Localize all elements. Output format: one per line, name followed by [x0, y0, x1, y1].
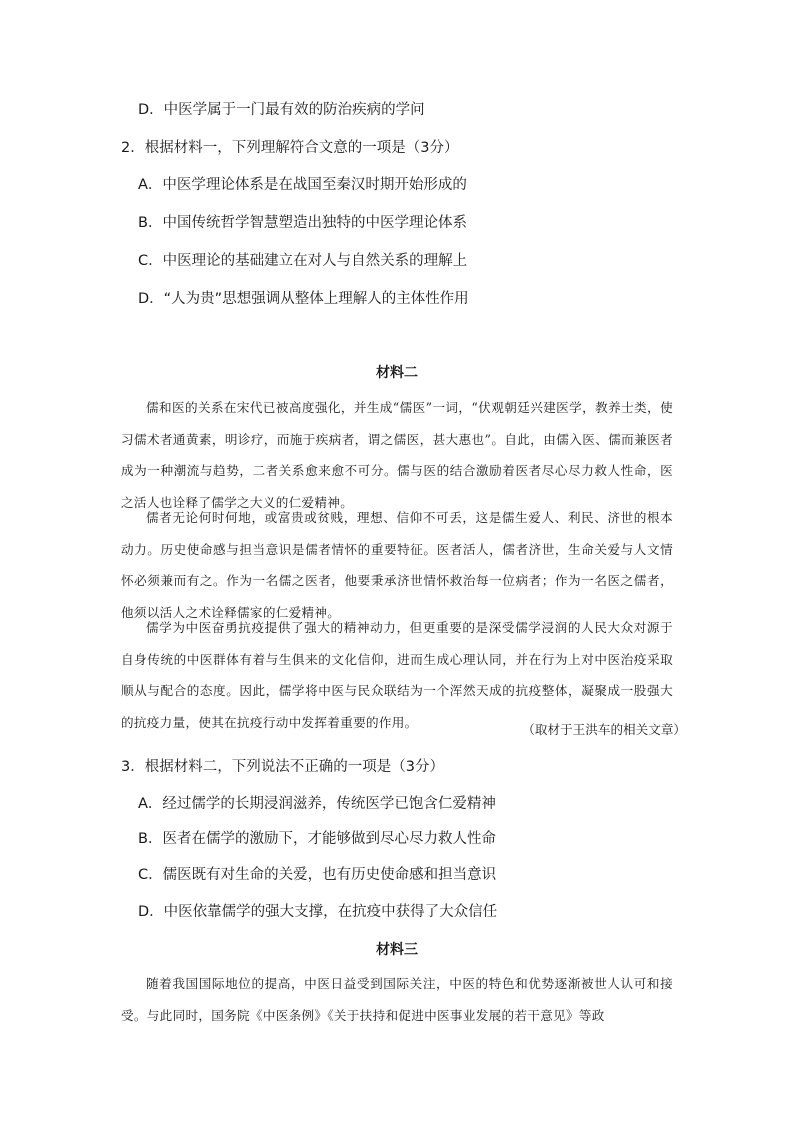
material-2-paragraph-3: 儒学为中医奋勇抗疫提供了强大的精神动力，但更重要的是深受儒学浸润的人民大众对源于自身传统的中医群体有着与生俱来的文化信仰，进而生成心理认同，并在行为上对中医治疫采取顺从与配合的态度。因此，儒学将中医与民众联结为一个浑然天成的抗疫整体，凝聚成一股强大的抗疫力量，使其在抗疫行动中发挥着重要的作用。	[121, 620, 673, 730]
q2-option-c: C．中医理论的基础建立在对人与自然关系的理解上	[138, 253, 468, 269]
material-3-heading: 材料三	[376, 942, 418, 958]
material-2-paragraph-1: 儒和医的关系在宋代已被高度强化，并生成“儒医”一词，“伏观朝廷兴建医学，教养士类，使习儒术者通黄素，明诊疗，而施于疾病者，谓之儒医，甚大惠也”。自此，由儒入医、儒而兼医者成为一种潮流与趋势，二者关系愈来愈不可分。儒与医的结合激励着医者尽心尽力救人性命，医之活人也诠释了儒学之大义的仁爱精神。	[121, 400, 673, 510]
q3-option-b: B．医者在儒学的激励下，才能够做到尽心尽力救人性命	[138, 831, 496, 847]
material-3-paragraph: 随着我国国际地位的提高，中医日益受到国际关注，中医的特色和优势逐渐被世人认可和接受。与此同时，国务院《中医条例》《关于扶持和促进中医事业发展的若干意见》等政	[121, 976, 673, 1023]
q3-option-c: C．儒医既有对生命的关爱，也有历史使命感和担当意识	[138, 867, 497, 883]
q1-option-d: D．中医学属于一门最有效的防治疾病的学问	[138, 102, 425, 118]
q3-option-a: A．经过儒学的长期浸润滋养，传统医学已饱含仁爱精神	[138, 796, 496, 812]
q2-option-d: D．“人为贵”思想强调从整体上理解人的主体性作用	[138, 291, 469, 307]
q2-option-a: A．中医学理论体系是在战国至秦汉时期开始形成的	[138, 177, 467, 193]
q3-option-d: D．中医依靠儒学的强大支撑，在抗疫中获得了大众信任	[138, 904, 498, 920]
q2-option-b: B．中国传统哲学智慧塑造出独特的中医学理论体系	[138, 215, 467, 231]
q3-stem: 3．根据材料二，下列说法不正确的一项是（3分）	[121, 759, 444, 775]
material-2-source: （取材于王洪车的相关文章）	[522, 722, 686, 737]
material-2-paragraph-2: 儒者无论何时何地，或富贵或贫贱，理想、信仰不可丢，这是儒生爱人、利民、济世的根本动力。历史使命感与担当意识是儒者情怀的重要特征。医者活人，儒者济世，生命关爱与人文情怀必须兼而有之。作为一名儒之医者，他要秉承济世情怀救治每一位病者；作为一名医之儒者，他须以活人之术诠释儒家的仁爱精神。	[121, 510, 673, 620]
q2-stem: 2．根据材料一，下列理解符合文意的一项是（3分）	[121, 140, 459, 156]
material-2-heading: 材料二	[376, 365, 418, 381]
